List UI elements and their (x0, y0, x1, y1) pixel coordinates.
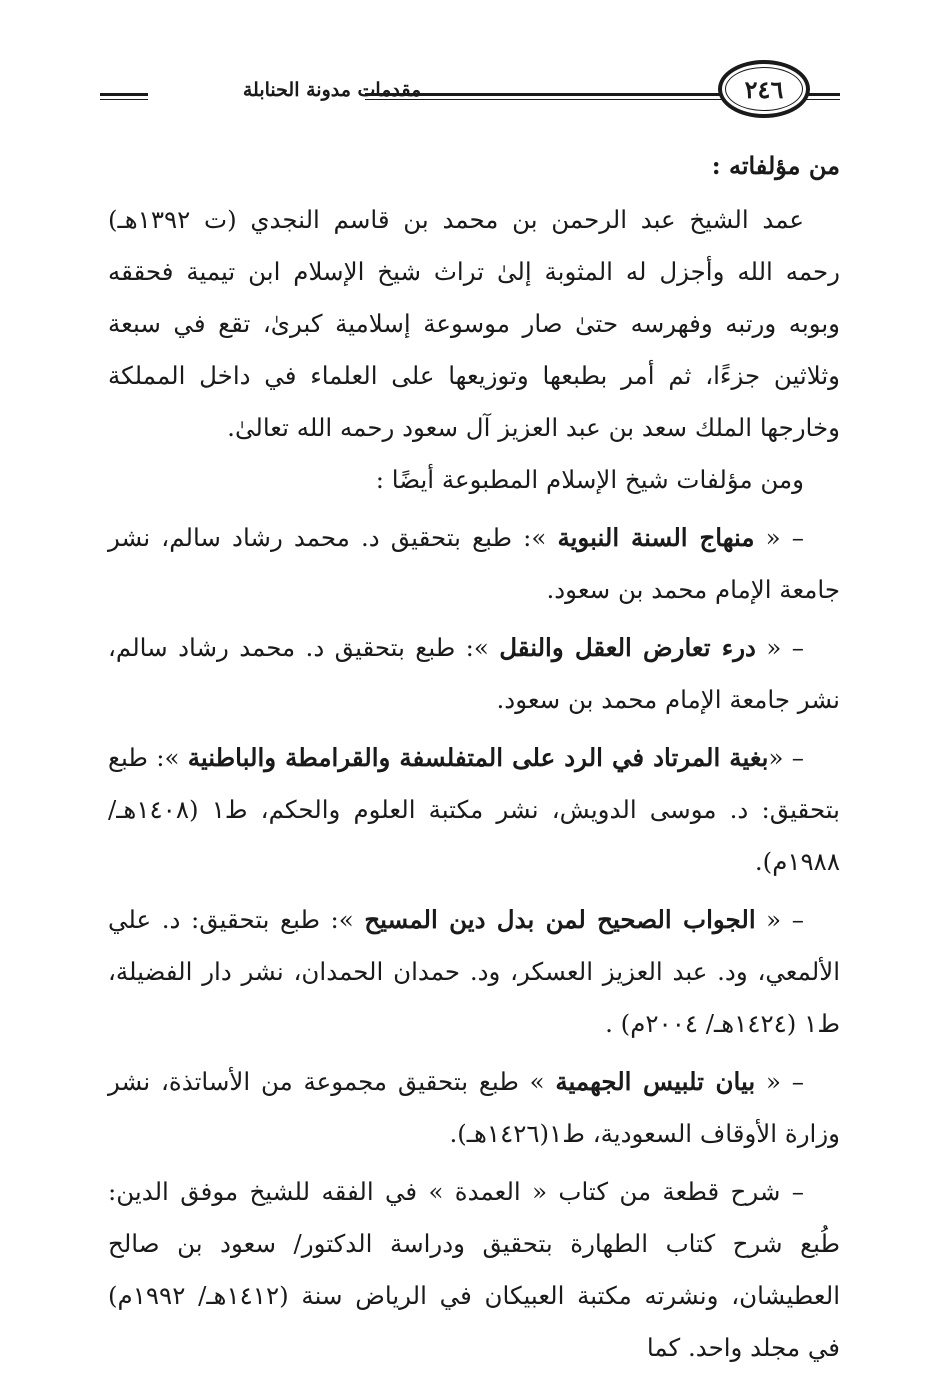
book-title: بيان تلبيس الجهمية (555, 1067, 756, 1096)
item-dash: – « (755, 633, 804, 662)
item-dash: – « (755, 905, 804, 934)
item-dash: – « (768, 743, 805, 772)
item-dash: – « (755, 1067, 804, 1096)
book-title: منهاج السنة النبوية (557, 523, 755, 552)
also-printed-line: ومن مؤلفات شيخ الإسلام المطبوعة أيضًا : (375, 465, 804, 494)
item-dash: – (780, 1177, 804, 1206)
list-item (108, 1056, 840, 1160)
item-dash: – « (754, 523, 804, 552)
item-details: »: طبع بتحقيق د. محمد رشاد سالم، نشر جامعة الإمام محمد بن سعود. (108, 523, 840, 604)
list-item (108, 1166, 840, 1374)
body-text (108, 140, 840, 1374)
item-details: شرح قطعة من كتاب « العمدة » في الفقه للشيخ موفق الدين: طُبع شرح كتاب الطهارة بتحقيق ودراسة الدكتور/ سعود بن صالح العطيشان، ونشرته مكتبة العبيكان في الرياض سنة (١٤١٢هـ/ ١٩٩٢م) في مجلد واحد. كما (108, 1177, 840, 1362)
item-details: »: طبع بتحقيق د. محمد رشاد سالم، نشر جامعة الإمام محمد بن سعود. (108, 633, 840, 714)
book-title: بغية المرتاد في الرد على المتفلسفة والقرامطة والباطنية (187, 743, 769, 772)
item-details: »: طبع بتحقيق: د. علي الألمعي، ود. عبد العزيز العسكر، ود. حمدان الحمدان، نشر دار الفضيلة، ط١ (١٤٢٤هـ/ ٢٠٠٤م) . (108, 905, 840, 1038)
list-item (108, 732, 840, 888)
book-title: الجواب الصحيح لمن بدل دين المسيح (364, 905, 756, 934)
list-item (108, 512, 840, 616)
item-details: » طبع بتحقيق مجموعة من الأساتذة، نشر وزارة الأوقاف السعودية، ط١(١٤٢٦هـ). (108, 1067, 840, 1148)
page-number-badge (718, 60, 810, 118)
header-rule-left (100, 93, 148, 96)
intro-paragraph: عمد الشيخ عبد الرحمن بن محمد بن قاسم النجدي (ت ١٣٩٢هـ) رحمه الله وأجزل له المثوبة إلىٰ تراث شيخ الإسلام ابن تيمية فحققه وبوبه ورتبه وفهرسه حتىٰ صار موسوعة إسلامية كبرىٰ، تقع في سبعة وثلاثين جزءًا، ثم أمر بطبعها وتوزيعها على العلماء في داخل المملكة وخارجها الملك سعد بن عبد العزيز آل سعود رحمه الله تعالىٰ. (108, 205, 840, 442)
header-title: مقدمات مدونة الحنابلة (242, 79, 422, 101)
book-title: درء تعارض العقل والنقل (499, 633, 756, 662)
item-details: »: طبع بتحقيق: د. موسى الدويش، نشر مكتبة العلوم والحكم، ط١ (١٤٠٨هـ/ ١٩٨٨م). (108, 743, 840, 876)
page-number: ٢٤٦ (744, 74, 784, 104)
list-item (108, 894, 840, 1050)
header-rule-right (815, 93, 840, 96)
running-header (100, 60, 840, 124)
section-heading: من مؤلفاته : (711, 151, 840, 180)
list-item (108, 622, 840, 726)
